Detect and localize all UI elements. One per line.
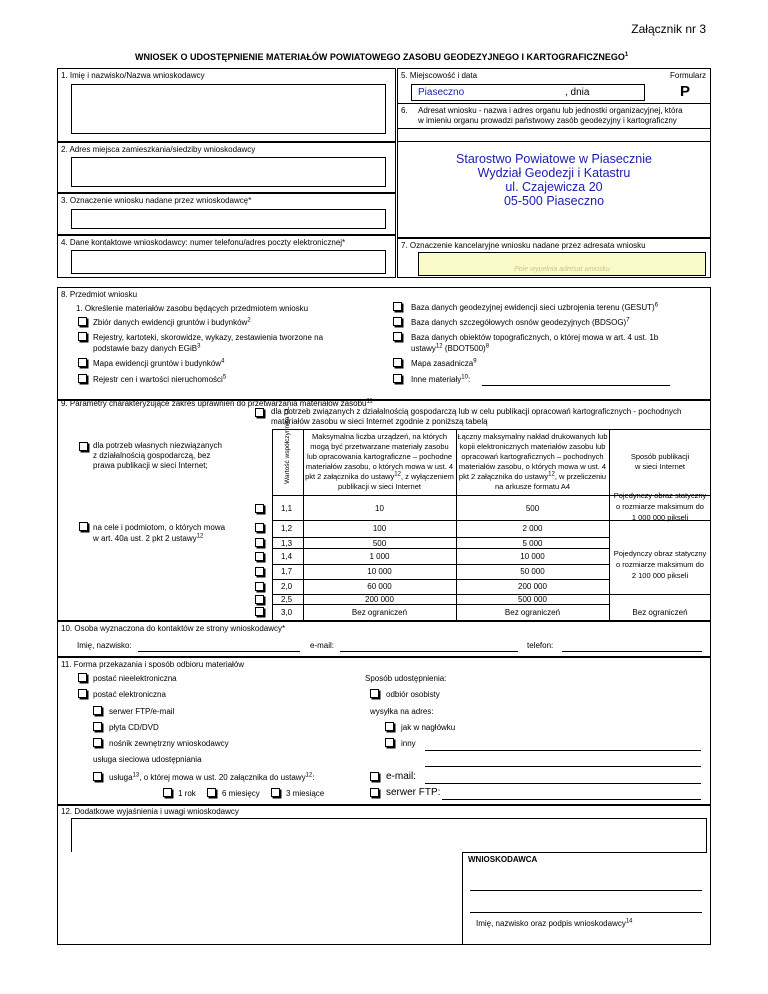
- cl-value: 1,7: [281, 567, 293, 576]
- egib-checkbox[interactable]: [78, 317, 87, 326]
- prints-value: 50 000: [520, 567, 545, 576]
- place-value: Piaseczno: [418, 87, 465, 98]
- col-devices-header-l6: publikacji w sieci Internet: [338, 482, 421, 491]
- col-publish-header-l2: w sieci Internet: [634, 462, 686, 471]
- cl-row-checkbox[interactable]: [255, 523, 264, 532]
- col-publish-header-l1: Sposób publikacji: [630, 452, 690, 461]
- signature-caption: Imię, nazwisko oraz podpis wnioskodawcy$^{14}$: [476, 918, 633, 928]
- s3-label: 3. Oznaczenie wniosku nadane przez wnioskodawcę*: [61, 196, 252, 205]
- delivery-ftp-label: serwer FTP:: [386, 787, 441, 798]
- egib-label: Zbiór danych ewidencji gruntów i budynków$^2$: [93, 317, 251, 327]
- addressee-line2: Wydział Geodezji i Katastru: [477, 166, 631, 180]
- cd-label: płyta CD/DVD: [109, 723, 159, 732]
- devices-value: 10 000: [367, 567, 392, 576]
- public-use-label-line2: w art. 40a ust. 2 pkt 2 ustawy$^{12}$: [93, 533, 204, 543]
- bdsog-checkbox[interactable]: [393, 317, 402, 326]
- cl-row-checkbox[interactable]: [255, 595, 264, 604]
- delivery-title: Sposób udostępnienia:: [365, 674, 447, 683]
- cl-row-checkbox[interactable]: [255, 582, 264, 591]
- other-address-input-2[interactable]: [425, 766, 701, 767]
- cd-checkbox[interactable]: [93, 722, 102, 731]
- period-1y-label: 1 rok: [178, 789, 196, 798]
- delivery-email-checkbox[interactable]: [370, 772, 379, 781]
- s7-placeholder: Pole wypełnia adresat wniosku: [514, 266, 610, 273]
- business-use-checkbox[interactable]: [255, 408, 264, 417]
- publish-1-l1: Pojedynczy obraz statyczny: [613, 491, 707, 500]
- s6-label-line1: Adresat wniosku - nazwa i adres organu lub jednostki organizacyjnej, która: [418, 106, 683, 115]
- date-label: , dnia: [565, 87, 590, 98]
- cl-row-checkbox[interactable]: [255, 504, 264, 513]
- own-use-label-line2: z działalnością gospodarczą, bez: [93, 451, 211, 460]
- col-prints-header-l2: kopii elektronicznych materiałów zasobu lub: [459, 442, 606, 451]
- address-field[interactable]: [71, 157, 386, 187]
- as-header-checkbox[interactable]: [385, 722, 394, 731]
- col-prints-header-l1: Łączny maksymalny nakład drukowanych lub: [457, 432, 608, 441]
- other-address-label: inny: [401, 739, 416, 748]
- cl-row-checkbox[interactable]: [255, 552, 264, 561]
- contact-name-input[interactable]: [138, 651, 300, 652]
- signature-line-2[interactable]: [470, 912, 702, 913]
- business-use-label-line1: dla potrzeb związanych z działalnością gospodarczą lub w celu publikacji opracowań kartograficznych - pochodnych: [271, 407, 682, 416]
- contact-email-label: e-mail:: [310, 641, 335, 650]
- cl-value: 1,1: [281, 504, 293, 513]
- publish-1-l2: o rozmiarze maksimum do: [616, 502, 704, 511]
- applicant-heading: WNIOSKODAWCA: [468, 855, 538, 864]
- service-checkbox[interactable]: [93, 772, 102, 781]
- signature-line-1[interactable]: [470, 890, 702, 891]
- period-3m-checkbox[interactable]: [271, 788, 280, 797]
- s8-label: 8. Przedmiot wniosku: [61, 290, 138, 299]
- s9-label: 9. Parametry charakteryzujące zakres uprawnień do przetwarzania materiałów zasobu$^{11}$: [61, 398, 373, 408]
- col-cl-header: Wartość współczynnika CL: [284, 406, 292, 484]
- devices-value: Bez ograniczeń: [351, 608, 408, 617]
- remarks-field[interactable]: [71, 818, 707, 852]
- prints-value: 200 000: [518, 582, 547, 591]
- publish-2-l2: o rozmiarze maksimum do: [616, 560, 704, 569]
- devices-value: 200 000: [365, 595, 394, 604]
- form-electronic-checkbox[interactable]: [78, 689, 87, 698]
- s6-label-line2: w imieniu organu prowadzi państwowy zasób geodezyjny i kartograficzny: [418, 116, 677, 125]
- registers-label-line1: Rejestry, kartoteki, skorowidze, wykazy, zestawienia tworzone na: [93, 333, 324, 342]
- cl-value: 1,3: [281, 539, 293, 548]
- delivery-email-label: e-mail:: [386, 771, 417, 782]
- col-devices-header-l3: lub opracowania kartograficzne – pochodne: [306, 452, 453, 461]
- period-6m-label: 6 miesięcy: [222, 789, 260, 798]
- base-map-checkbox[interactable]: [393, 358, 402, 367]
- addressee-line4: 05-500 Piaseczno: [503, 194, 605, 208]
- other-address-input[interactable]: [425, 750, 701, 751]
- col-devices-header-l4: materiałów zasobu, o których mowa w ust. 4: [305, 462, 454, 471]
- contact-email-input[interactable]: [340, 651, 518, 652]
- cl-value: 1,4: [281, 552, 293, 561]
- business-use-label-line2: materiałów zasobu w sieci Internet zgodnie z poniższą tabelą: [271, 417, 488, 426]
- annex-label: Załącznik nr 3: [631, 22, 706, 36]
- pickup-checkbox[interactable]: [370, 689, 379, 698]
- contact-name-label: Imię, nazwisko:: [77, 641, 132, 650]
- other-address-checkbox[interactable]: [385, 738, 394, 747]
- own-use-checkbox[interactable]: [79, 442, 88, 451]
- contact-phone-input[interactable]: [562, 651, 702, 652]
- own-use-label-line3: prawa publikacji w sieci Internet;: [93, 461, 208, 470]
- addressee-line3: ul. Czajewicza 20: [505, 180, 603, 194]
- ftp-label: serwer FTP/e-mail: [109, 707, 175, 716]
- cl-value: 2,0: [281, 582, 293, 591]
- bdot-checkbox[interactable]: [393, 332, 402, 341]
- s6-number: 6.: [401, 106, 408, 115]
- publish-1-l3: 1 000 000 pikseli: [631, 513, 689, 522]
- s4-label: 4. Dane kontaktowe wnioskodawcy: numer telefonu/adres poczty elektronicznej*: [61, 238, 346, 247]
- cl-value: 2,5: [281, 595, 293, 604]
- period-1y-checkbox[interactable]: [163, 788, 172, 797]
- publish-2-l1: Pojedynczy obraz statyczny: [613, 549, 707, 558]
- col-devices-header-l2: mogą być przetwarzane materiały zasobu: [310, 442, 449, 451]
- own-use-label-line1: dla potrzeb własnych niezwiązanych: [93, 441, 222, 450]
- cl-row-checkbox[interactable]: [255, 538, 264, 547]
- form-letter: P: [680, 83, 691, 100]
- prints-value: 2 000: [522, 524, 543, 533]
- external-media-checkbox[interactable]: [93, 738, 102, 747]
- shipping-label: wysyłka na adres:: [370, 707, 434, 716]
- other-materials-input[interactable]: [482, 385, 670, 386]
- col-devices-header-l5: pkt 2 załącznika do ustawy$^{12}$, z wyłączeniem: [305, 471, 454, 481]
- applicant-name-field[interactable]: [71, 84, 386, 134]
- col-prints-header-l3: opracowań kartograficznych – pochodnych: [461, 452, 604, 461]
- delivery-email-input[interactable]: [425, 783, 701, 784]
- devices-value: 100: [372, 524, 387, 533]
- cl-value: 3,0: [281, 608, 293, 617]
- devices-value: 500: [372, 539, 387, 548]
- period-6m-checkbox[interactable]: [207, 788, 216, 797]
- price-register-label: Rejestr cen i wartości nieruchomości$^5$: [93, 374, 227, 384]
- land-map-checkbox[interactable]: [78, 358, 87, 367]
- pickup-label: odbiór osobisty: [386, 690, 440, 699]
- s8-sub-label: 1. Określenie materiałów zasobu będących przedmiotem wniosku: [76, 304, 309, 313]
- col-prints-header-l6: na arkusze formatu A4: [494, 482, 571, 491]
- s1-label: 1. Imię i nazwisko/Nazwa wnioskodawcy: [61, 71, 205, 80]
- addressee-line1: Starostwo Powiatowe w Piasecznie: [456, 152, 652, 166]
- prints-value: Bez ograniczeń: [504, 608, 561, 617]
- devices-value: 1 000: [369, 552, 390, 561]
- s10-label: 10. Osoba wyznaczona do kontaktów ze strony wnioskodawcy*: [61, 624, 286, 633]
- form-paper-label: postać nieelektroniczna: [93, 674, 177, 683]
- gesut-checkbox[interactable]: [393, 302, 402, 311]
- bdsog-label: Baza danych szczegółowych osnów geodezyjnych (BDSOG)$^7$: [411, 317, 630, 327]
- registers-checkbox[interactable]: [78, 332, 87, 341]
- bdot-label-line1: Baza danych obiektów topograficznych, o której mowa w art. 4 ust. 1b: [411, 333, 659, 342]
- devices-value: 10: [375, 504, 384, 513]
- ftp-checkbox[interactable]: [93, 706, 102, 715]
- prints-value: 5 000: [522, 539, 543, 548]
- prints-value: 500: [525, 504, 540, 513]
- s11-label: 11. Forma przekazania i sposób odbioru materiałów: [61, 660, 245, 669]
- s5-label: 5. Miejscowość i data: [401, 71, 478, 80]
- s12-label: 12. Dodatkowe wyjaśnienia i uwagi wnioskodawcy: [61, 807, 239, 816]
- network-service-label: usługa sieciowa udostępniania: [93, 755, 202, 764]
- other-materials-checkbox[interactable]: [393, 374, 402, 383]
- price-register-checkbox[interactable]: [78, 374, 87, 383]
- gesut-label: Baza danych geodezyjnej ewidencji sieci uzbrojenia terenu (GESUT)$^6$: [411, 302, 659, 312]
- delivery-ftp-input[interactable]: [442, 799, 701, 800]
- cl-row-checkbox[interactable]: [255, 607, 264, 616]
- base-map-label: Mapa zasadnicza$^9$: [411, 358, 477, 368]
- col-devices-header-l1: Maksymalna liczba urządzeń, na których: [311, 432, 448, 441]
- registers-label-line2: podstawie bazy danych EGiB$^3$: [93, 343, 201, 353]
- applicant-ref-field[interactable]: [71, 209, 386, 229]
- col-prints-header-l4: materiałów zasobu, o których mowa w ust. 4: [458, 462, 607, 471]
- col-prints-header-l5: pkt 2 załącznika do ustawy$^{12}$, w przeliczeniu: [458, 471, 607, 481]
- delivery-ftp-checkbox[interactable]: [370, 788, 379, 797]
- form-paper-checkbox[interactable]: [78, 673, 87, 682]
- devices-value: 60 000: [367, 582, 392, 591]
- land-map-label: Mapa ewidencji gruntów i budynków$^4$: [93, 358, 225, 368]
- s7-label: 7. Oznaczenie kancelaryjne wniosku nadane przez adresata wniosku: [401, 241, 646, 250]
- public-use-label-line1: na cele i podmiotom, o których mowa: [93, 523, 226, 532]
- formularz-label: Formularz: [670, 71, 707, 80]
- as-header-label: jak w nagłówku: [401, 723, 456, 732]
- form-title: WNIOSEK O UDOSTĘPNIENIE MATERIAŁÓW POWIATOWEGO ZASOBU GEODEZYJNEGO I KARTOGRAFICZNEGO$^1$: [135, 52, 629, 62]
- prints-value: 500 000: [518, 595, 547, 604]
- external-media-label: nośnik zewnętrzny wnioskodawcy: [109, 739, 229, 748]
- bdot-label-line2: ustawy$^{12}$ (BDOT500)$^8$: [411, 343, 490, 353]
- service-label: usługa$^{13}$, o której mowa w ust. 20 załącznika do ustawy$^{12}$:: [109, 772, 315, 782]
- s2-label: 2. Adres miejsca zamieszkania/siedziby wnioskodawcy: [61, 145, 256, 154]
- cl-row-checkbox[interactable]: [255, 567, 264, 576]
- other-materials-label: Inne materiały$^{10}$:: [411, 374, 471, 384]
- public-use-checkbox[interactable]: [79, 522, 88, 531]
- form-electronic-label: postać elektroniczna: [93, 690, 166, 699]
- period-3m-label: 3 miesiące: [286, 789, 325, 798]
- prints-value: 10 000: [520, 552, 545, 561]
- contact-field[interactable]: [71, 250, 386, 274]
- contact-phone-label: telefon:: [527, 641, 554, 650]
- publish-2-l3: 2 100 000 pikseli: [631, 571, 689, 580]
- cl-value: 1,2: [281, 524, 293, 533]
- publish-3: Bez ograniczeń: [632, 608, 688, 617]
